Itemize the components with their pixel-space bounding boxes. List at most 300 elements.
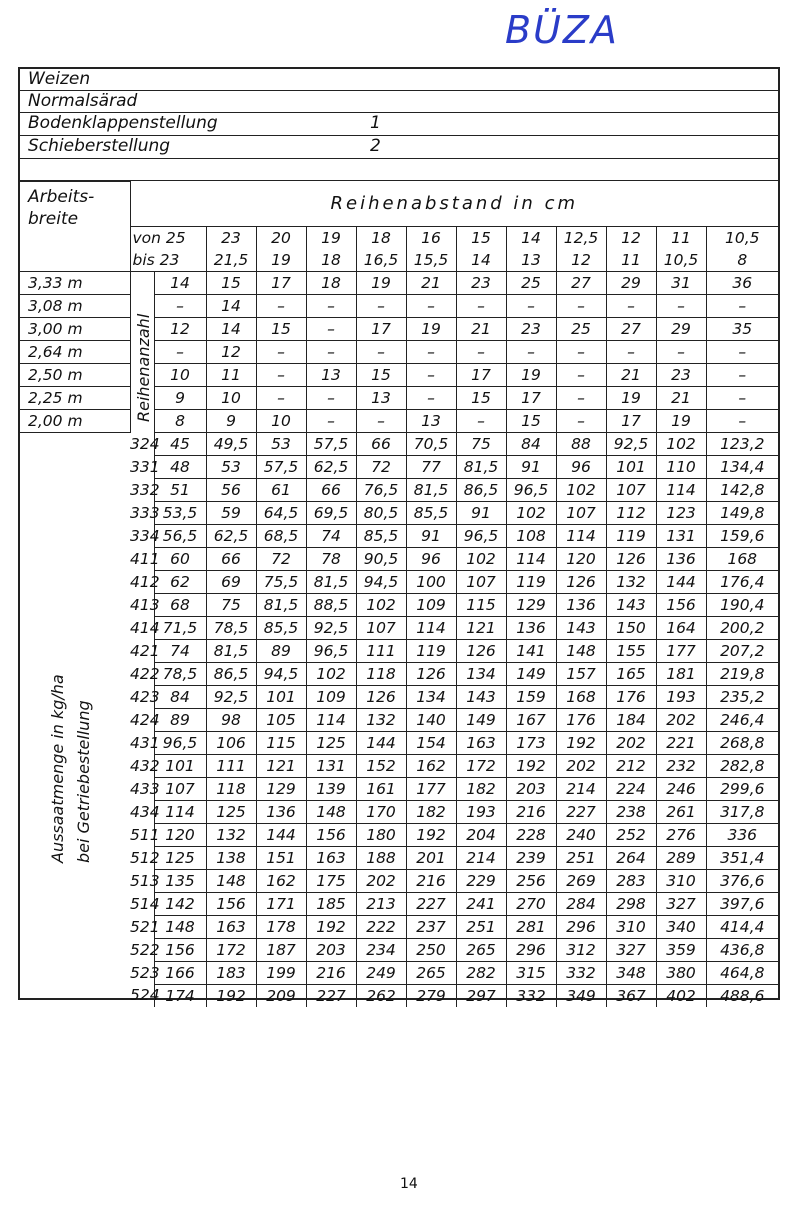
seed-rate-row — [20, 662, 778, 685]
seed-rate-cell: 414,4 — [706, 915, 778, 938]
seed-rate-cell: 96,5 — [456, 524, 506, 547]
seed-rate-cell: 165 — [606, 662, 656, 685]
seed-rate-cell: 216 — [406, 869, 456, 892]
seed-rate-cell: 298 — [606, 892, 656, 915]
work-width-cell: 2,50 m — [20, 363, 130, 386]
data-block — [20, 181, 778, 1007]
seed-rate-cell: 138 — [206, 846, 256, 869]
row-count-cell: 19 — [656, 409, 706, 432]
seed-rate-cell: 106 — [206, 731, 256, 754]
seed-rate-cell: 156 — [154, 938, 206, 961]
seed-rate-cell: 92,5 — [206, 685, 256, 708]
row-count-cell: 18 — [306, 271, 356, 294]
seed-rate-cell: 107 — [556, 501, 606, 524]
gear-setting-cell: 422 — [130, 662, 154, 685]
seed-rate-cell: 204 — [456, 823, 506, 846]
row-count-cell: 15 — [356, 363, 406, 386]
spacing-to-cell: 10,5 — [656, 249, 706, 272]
row-spacing-label: Reihenabstand in cm — [130, 182, 778, 227]
seed-rate-cell: 397,6 — [706, 892, 778, 915]
seed-rate-cell: 436,8 — [706, 938, 778, 961]
seed-rate-row — [20, 432, 778, 455]
seed-rate-cell: 174 — [154, 984, 206, 1007]
seed-rate-cell: 296 — [556, 915, 606, 938]
flap-label: Bodenklappenstellung — [28, 113, 218, 133]
seed-rate-row — [20, 570, 778, 593]
seed-rate-cell: 126 — [456, 639, 506, 662]
row-count-cell: 25 — [556, 317, 606, 340]
seed-rate-cell: 148 — [206, 869, 256, 892]
spacing-from-cell: 14 — [506, 226, 556, 249]
seed-rate-cell: 114 — [406, 616, 456, 639]
seed-rate-cell: 56,5 — [154, 524, 206, 547]
seed-rate-cell: 96,5 — [154, 731, 206, 754]
seed-rate-cell: 57,5 — [306, 432, 356, 455]
seed-rate-cell: 296 — [506, 938, 556, 961]
seed-rate-cell: 249 — [356, 961, 406, 984]
seed-rate-cell: 136 — [256, 800, 306, 823]
seed-rate-cell: 129 — [256, 777, 306, 800]
seed-rate-row — [20, 961, 778, 984]
seed-rate-cell: 283 — [606, 869, 656, 892]
gear-setting-cell: 434 — [130, 800, 154, 823]
blank-row — [20, 159, 778, 181]
row-count-cell: 23 — [656, 363, 706, 386]
slide-label: Schieberstellung — [28, 136, 171, 156]
row-count-cell: – — [506, 340, 556, 363]
seed-rate-cell: 114 — [306, 708, 356, 731]
seed-rate-cell: 53 — [206, 455, 256, 478]
seed-rate-cell: 134 — [406, 685, 456, 708]
row-count-vertical-label — [130, 271, 154, 432]
seed-rate-cell: 171 — [256, 892, 306, 915]
slide-row — [20, 136, 778, 159]
seed-rate-cell: 102 — [356, 593, 406, 616]
seed-rate-cell: 136 — [556, 593, 606, 616]
seed-rate-cell: 348 — [606, 961, 656, 984]
seed-rate-cell: 108 — [506, 524, 556, 547]
seed-rate-row — [20, 478, 778, 501]
seed-rate-cell: 349 — [556, 984, 606, 1007]
handwritten-annotation: BÜZA — [505, 8, 619, 52]
seed-rate-cell: 282 — [456, 961, 506, 984]
spacing-from-cell: 16 — [406, 226, 456, 249]
seed-rate-cell: 216 — [306, 961, 356, 984]
row-count-cell: – — [556, 294, 606, 317]
row-count-cell: 10 — [206, 386, 256, 409]
seed-rate-cell: 51 — [154, 478, 206, 501]
seed-rate-cell: 149 — [506, 662, 556, 685]
spacing-to-cell: bis 23 — [130, 249, 206, 272]
gear-setting-cell: 421 — [130, 639, 154, 662]
seed-rate-row — [20, 616, 778, 639]
row-count-cell: – — [306, 317, 356, 340]
row-count-cell: – — [656, 294, 706, 317]
seed-rate-cell: 312 — [556, 938, 606, 961]
seed-rate-cell: 131 — [656, 524, 706, 547]
row-count-cell: 23 — [506, 317, 556, 340]
seed-rate-cell: 56 — [206, 478, 256, 501]
row-count-cell: 21 — [656, 386, 706, 409]
seed-rate-cell: 256 — [506, 869, 556, 892]
seed-rate-cell: 182 — [456, 777, 506, 800]
seed-rate-cell: 176 — [556, 708, 606, 731]
spacing-to-cell: 8 — [706, 249, 778, 272]
seed-rate-row — [20, 501, 778, 524]
seed-rate-cell: 142,8 — [706, 478, 778, 501]
page-number: 14 — [400, 1176, 418, 1192]
seed-rate-cell: 134 — [456, 662, 506, 685]
seed-rate-cell: 81,5 — [206, 639, 256, 662]
seed-rate-cell: 120 — [556, 547, 606, 570]
flap-value: 1 — [370, 113, 381, 133]
seed-rate-cell: 239 — [506, 846, 556, 869]
seed-rate-cell: 237 — [406, 915, 456, 938]
seed-rate-cell: 132 — [606, 570, 656, 593]
seed-rate-cell: 126 — [356, 685, 406, 708]
row-count-cell: 9 — [206, 409, 256, 432]
seed-rate-cell: 96 — [406, 547, 456, 570]
seed-rate-cell: 62,5 — [206, 524, 256, 547]
seed-rate-cell: 209 — [256, 984, 306, 1007]
seed-rate-cell: 121 — [256, 754, 306, 777]
seed-rate-cell: 85,5 — [356, 524, 406, 547]
seed-rate-cell: 143 — [456, 685, 506, 708]
seed-rate-cell: 86,5 — [456, 478, 506, 501]
seed-rate-cell: 180 — [356, 823, 406, 846]
gear-setting-cell: 431 — [130, 731, 154, 754]
seed-rate-cell: 246,4 — [706, 708, 778, 731]
seed-rate-cell: 154 — [406, 731, 456, 754]
seed-rate-cell: 100 — [406, 570, 456, 593]
row-count-cell: 21 — [606, 363, 656, 386]
seed-rate-cell: 112 — [606, 501, 656, 524]
crop-row — [20, 69, 778, 91]
row-count-cell: – — [256, 340, 306, 363]
seed-rate-row — [20, 846, 778, 869]
seed-rate-cell: 151 — [256, 846, 306, 869]
spacing-from-cell: 12 — [606, 226, 656, 249]
seed-rate-cell: 102 — [506, 501, 556, 524]
seed-rate-cell: 139 — [306, 777, 356, 800]
row-count-cell: – — [306, 340, 356, 363]
seed-rate-cell: 282,8 — [706, 754, 778, 777]
seed-rate-cell: 68 — [154, 593, 206, 616]
seed-rate-cell: 126 — [606, 547, 656, 570]
gear-setting-cell: 524 — [130, 984, 154, 1007]
seed-rate-cell: 148 — [306, 800, 356, 823]
seed-rate-cell: 166 — [154, 961, 206, 984]
seed-rate-cell: 125 — [154, 846, 206, 869]
seed-rate-cell: 101 — [154, 754, 206, 777]
row-count-cell: 14 — [206, 294, 256, 317]
seed-rate-cell: 216 — [506, 800, 556, 823]
seed-rate-cell: 118 — [356, 662, 406, 685]
seed-rate-cell: 188 — [356, 846, 406, 869]
seed-rate-cell: 72 — [356, 455, 406, 478]
seed-rate-cell: 102 — [656, 432, 706, 455]
seed-rate-cell: 351,4 — [706, 846, 778, 869]
seed-rate-row — [20, 777, 778, 800]
seed-rate-cell: 89 — [154, 708, 206, 731]
seed-rate-cell: 144 — [356, 731, 406, 754]
seed-rate-cell: 101 — [256, 685, 306, 708]
seed-rate-cell: 78 — [306, 547, 356, 570]
seed-rate-cell: 265 — [406, 961, 456, 984]
seed-rate-cell: 107 — [456, 570, 506, 593]
seed-rate-row — [20, 593, 778, 616]
seed-rate-cell: 105 — [256, 708, 306, 731]
seed-rate-cell: 177 — [656, 639, 706, 662]
seed-rate-cell: 102 — [456, 547, 506, 570]
seed-rate-cell: 234 — [356, 938, 406, 961]
seed-rate-cell: 96,5 — [506, 478, 556, 501]
seed-rate-row — [20, 685, 778, 708]
spacing-to-cell: 19 — [256, 249, 306, 272]
row-count-cell: 36 — [706, 271, 778, 294]
row-count-cell: 17 — [456, 363, 506, 386]
seed-rate-cell: 109 — [406, 593, 456, 616]
seed-rate-cell: 241 — [456, 892, 506, 915]
seed-rate-vertical-label — [20, 432, 130, 1007]
row-count-cell: – — [456, 294, 506, 317]
seed-rate-cell: 53,5 — [154, 501, 206, 524]
seed-rate-cell: 317,8 — [706, 800, 778, 823]
seed-rate-cell: 125 — [306, 731, 356, 754]
seed-rate-cell: 66 — [206, 547, 256, 570]
seed-rate-cell: 213 — [356, 892, 406, 915]
seed-rate-cell: 214 — [556, 777, 606, 800]
spacing-from-cell: 12,5 — [556, 226, 606, 249]
seed-rate-cell: 149 — [456, 708, 506, 731]
row-count-cell: – — [406, 294, 456, 317]
seed-rate-row — [20, 731, 778, 754]
seed-rate-cell: 229 — [456, 869, 506, 892]
row-count-cell: 21 — [456, 317, 506, 340]
seed-rate-cell: 84 — [506, 432, 556, 455]
row-count-cell: 15 — [206, 271, 256, 294]
seed-rate-cell: 149,8 — [706, 501, 778, 524]
seed-rate-cell: 66 — [306, 478, 356, 501]
gear-setting-cell: 424 — [130, 708, 154, 731]
spacing-from-cell: 19 — [306, 226, 356, 249]
seed-rate-cell: 289 — [656, 846, 706, 869]
seed-rate-cell: 202 — [606, 731, 656, 754]
row-count-cell: 15 — [456, 386, 506, 409]
row-count-cell: 13 — [406, 409, 456, 432]
seed-rate-cell: 184 — [606, 708, 656, 731]
row-count-cell: 27 — [606, 317, 656, 340]
row-count-cell: 9 — [154, 386, 206, 409]
seed-rate-cell: 167 — [506, 708, 556, 731]
seed-rate-cell: 168 — [556, 685, 606, 708]
seed-rate-cell: 192 — [406, 823, 456, 846]
seed-rate-cell: 134,4 — [706, 455, 778, 478]
seed-rate-cell: 262 — [356, 984, 406, 1007]
row-count-label: Reihenanzahl — [133, 313, 153, 422]
seed-rate-cell: 132 — [356, 708, 406, 731]
seed-rate-row — [20, 754, 778, 777]
spacing-to-cell: 18 — [306, 249, 356, 272]
seed-rate-cell: 228 — [506, 823, 556, 846]
seed-rate-cell: 148 — [154, 915, 206, 938]
seed-rate-cell: 315 — [506, 961, 556, 984]
seed-rate-cell: 203 — [306, 938, 356, 961]
seed-rate-label: Aussaatmenge in kg/ha — [48, 673, 67, 863]
seed-rate-cell: 310 — [606, 915, 656, 938]
seed-rate-cell: 183 — [206, 961, 256, 984]
seed-rate-row — [20, 938, 778, 961]
seed-rate-cell: 119 — [406, 639, 456, 662]
wheel-row — [20, 91, 778, 113]
work-width-cell: 2,00 m — [20, 409, 130, 432]
seed-rate-row — [20, 869, 778, 892]
seed-rate-cell: 110 — [656, 455, 706, 478]
row-count-cell: 11 — [206, 363, 256, 386]
seed-rate-cell: 268,8 — [706, 731, 778, 754]
seed-rate-cell: 90,5 — [356, 547, 406, 570]
row-count-cell: 23 — [456, 271, 506, 294]
gear-setting-cell: 333 — [130, 501, 154, 524]
seed-rate-cell: 157 — [556, 662, 606, 685]
row-count-cell: – — [556, 409, 606, 432]
seed-rate-cell: 264 — [606, 846, 656, 869]
seed-rate-cell: 78,5 — [154, 662, 206, 685]
seed-rate-row — [20, 455, 778, 478]
seed-rate-cell: 72 — [256, 547, 306, 570]
seed-rate-cell: 75,5 — [256, 570, 306, 593]
seed-rate-cell: 121 — [456, 616, 506, 639]
spacing-to-cell: 21,5 — [206, 249, 256, 272]
seed-rate-cell: 80,5 — [356, 501, 406, 524]
gear-setting-cell: 522 — [130, 938, 154, 961]
gear-setting-cell: 523 — [130, 961, 154, 984]
seed-rate-cell: 156 — [306, 823, 356, 846]
flap-row — [20, 113, 778, 136]
gear-setting-cell: 414 — [130, 616, 154, 639]
row-count-cell: – — [456, 409, 506, 432]
seed-rate-cell: 92,5 — [306, 616, 356, 639]
seed-rate-cell: 140 — [406, 708, 456, 731]
seed-rate-cell: 114 — [556, 524, 606, 547]
seed-rate-cell: 156 — [656, 593, 706, 616]
seed-rate-cell: 402 — [656, 984, 706, 1007]
row-count-cell: 35 — [706, 317, 778, 340]
spacing-to-cell: 12 — [556, 249, 606, 272]
seed-rate-cell: 143 — [606, 593, 656, 616]
work-width-cell: 3,08 m — [20, 294, 130, 317]
seed-rate-cell: 101 — [606, 455, 656, 478]
seed-rate-cell: 81,5 — [256, 593, 306, 616]
seed-rate-cell: 284 — [556, 892, 606, 915]
seed-rate-cell: 214 — [456, 846, 506, 869]
seed-rate-cell: 53 — [256, 432, 306, 455]
seed-rate-cell: 297 — [456, 984, 506, 1007]
seed-rate-cell: 62,5 — [306, 455, 356, 478]
row-count-cell: – — [456, 340, 506, 363]
row-count-cell: – — [706, 294, 778, 317]
row-count-cell: – — [606, 340, 656, 363]
row-count-cell: 15 — [256, 317, 306, 340]
seed-rate-cell: 98 — [206, 708, 256, 731]
row-count-cell: – — [356, 409, 406, 432]
seed-rate-cell: 123 — [656, 501, 706, 524]
seed-rate-cell: 109 — [306, 685, 356, 708]
gear-setting-cell: 412 — [130, 570, 154, 593]
seed-rate-cell: 163 — [206, 915, 256, 938]
spacing-to-cell: 13 — [506, 249, 556, 272]
seed-rate-cell: 173 — [506, 731, 556, 754]
gear-setting-cell: 513 — [130, 869, 154, 892]
seed-rate-cell: 75 — [456, 432, 506, 455]
seed-rate-cell: 232 — [656, 754, 706, 777]
row-count-cell: 21 — [406, 271, 456, 294]
row-count-cell: – — [556, 363, 606, 386]
row-count-cell: – — [406, 340, 456, 363]
seed-rate-cell: 96,5 — [306, 639, 356, 662]
seed-rate-cell: 162 — [256, 869, 306, 892]
seed-rate-cell: 276 — [656, 823, 706, 846]
row-count-cell: 31 — [656, 271, 706, 294]
seed-rate-table-frame — [18, 67, 780, 1005]
seed-rate-cell: 76,5 — [356, 478, 406, 501]
seed-rate-cell: 212 — [606, 754, 656, 777]
work-width-cell: 2,64 m — [20, 340, 130, 363]
seed-rate-cell: 142 — [154, 892, 206, 915]
seed-rate-cell: 107 — [356, 616, 406, 639]
seed-rate-row — [20, 984, 778, 1007]
seed-rate-cell: 118 — [206, 777, 256, 800]
seed-rate-cell: 115 — [456, 593, 506, 616]
seed-rate-cell: 107 — [154, 777, 206, 800]
seed-rate-cell: 238 — [606, 800, 656, 823]
row-count-cell: 10 — [256, 409, 306, 432]
seed-rate-cell: 201 — [406, 846, 456, 869]
seed-rate-cell: 200,2 — [706, 616, 778, 639]
seed-rate-row — [20, 524, 778, 547]
row-count-cell: – — [506, 294, 556, 317]
seed-rate-cell: 332 — [556, 961, 606, 984]
seed-rate-cell: 129 — [506, 593, 556, 616]
seed-rate-cell: 162 — [406, 754, 456, 777]
row-count-cell: 17 — [356, 317, 406, 340]
seed-rate-table — [20, 181, 778, 1007]
row-count-cell: 29 — [656, 317, 706, 340]
gear-setting-cell: 514 — [130, 892, 154, 915]
seed-rate-cell: 74 — [306, 524, 356, 547]
seed-rate-cell: 86,5 — [206, 662, 256, 685]
seed-rate-cell: 85,5 — [256, 616, 306, 639]
seed-rate-cell: 332 — [506, 984, 556, 1007]
seed-rate-cell: 202 — [356, 869, 406, 892]
seed-rate-row — [20, 547, 778, 570]
row-count-cell: – — [356, 294, 406, 317]
seed-rate-cell: 181 — [656, 662, 706, 685]
seed-rate-cell: 91 — [406, 524, 456, 547]
seed-rate-cell: 111 — [206, 754, 256, 777]
seed-rate-cell: 222 — [356, 915, 406, 938]
seed-rate-cell: 85,5 — [406, 501, 456, 524]
seed-rate-cell: 182 — [406, 800, 456, 823]
seed-rate-cell: 102 — [306, 662, 356, 685]
seed-rate-cell: 119 — [506, 570, 556, 593]
gear-setting-cell: 411 — [130, 547, 154, 570]
row-count-cell: – — [306, 294, 356, 317]
seed-rate-cell: 235,2 — [706, 685, 778, 708]
spacing-from-cell: von 25 — [130, 226, 206, 249]
row-count-cell: – — [656, 340, 706, 363]
spacing-to-cell: 14 — [456, 249, 506, 272]
